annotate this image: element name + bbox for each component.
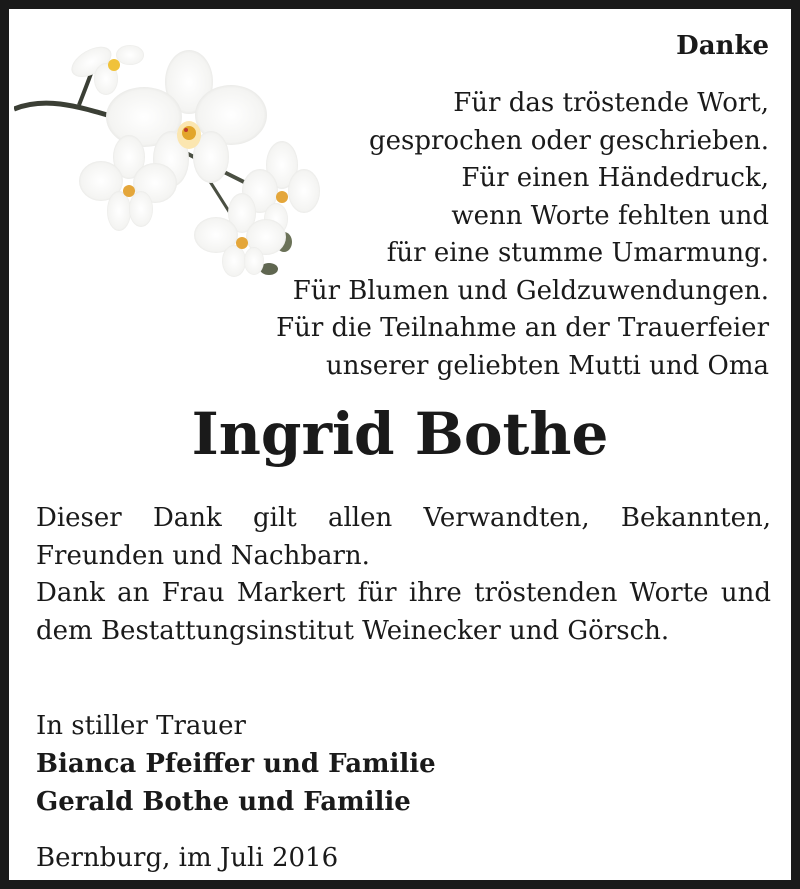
poem-line: Für einen Händedruck, <box>461 163 769 193</box>
closing-phrase: In stiller Trauer <box>36 711 246 741</box>
thanks-headline: Danke <box>676 31 769 61</box>
family-name: Bianca Pfeiffer und Familie <box>36 749 436 779</box>
poem-line: Für Blumen und Geldzuwendungen. <box>292 275 769 306</box>
thanks-paragraph-relatives: Dieser Dank gilt allen Verwandten, Bekannten, Freunden und Nachbarn. <box>36 503 771 571</box>
poem-line: für eine stumme Umarmung. <box>386 238 769 268</box>
deceased-name: Ingrid Bothe <box>191 400 609 468</box>
thanks-paragraph-funeral: Dank an Frau Markert für ihre tröstenden Worte und dem Bestattungsinstitut Weinecker und Görsch. <box>36 578 771 646</box>
poem-line: Für das tröstende Wort, <box>453 88 769 118</box>
thanks-poem <box>209 85 769 385</box>
poem-line: unserer geliebten Mutti und Oma <box>326 350 769 381</box>
place-date: Bernburg, im Juli 2016 <box>36 843 339 873</box>
poem-line: gesprochen oder geschrieben. <box>368 125 769 156</box>
poem-line: Für die Teilnahme an der Trauerfeier <box>276 313 769 343</box>
family-name: Gerald Bothe und Familie <box>36 787 411 817</box>
closing-block <box>36 707 436 821</box>
poem-line: wenn Worte fehlten und <box>451 200 769 231</box>
